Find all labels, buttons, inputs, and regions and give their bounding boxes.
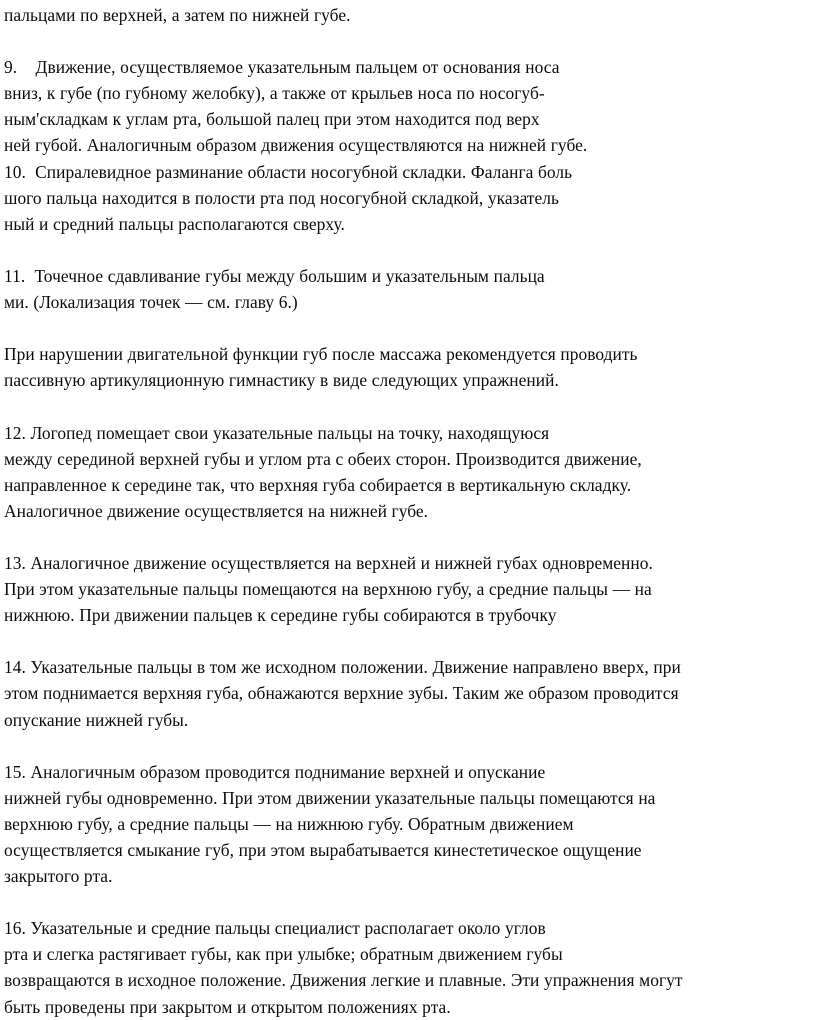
numbered-item-14: [4, 654, 816, 732]
text-line: 10. Спиралевидное разминание области носогубной складки. Фаланга боль: [4, 161, 573, 182]
text-line: пассивную артикуляционную гимнастику в виде следующих упражнений.: [4, 370, 559, 391]
text-line: шого пальца находится в полости рта под носогубной складкой, указатель: [4, 187, 560, 208]
text-line: 13. Аналогичное движение осуществляется на верхней и нижней губах одновременно.: [4, 552, 653, 573]
document-text-body: [4, 2, 816, 1020]
numbered-item-12: [4, 420, 816, 524]
text-line: 11. Точечное сдавливание губы между большим и указательным пальца: [4, 265, 545, 286]
text-line: 15. Аналогичным образом проводится поднимание верхней и опускание: [4, 761, 546, 782]
text-line: 9. Движение, осуществляемое указательным пальцем от основания носа: [4, 57, 560, 78]
text-line: 16. Указательные и средние пальцы специалист располагает около углов: [4, 918, 546, 939]
text-line: При этом указательные пальцы помещаются на верхнюю губу, а средние пальцы — на: [4, 579, 652, 600]
paragraph-continuation: [4, 2, 816, 28]
text-line: Аналогичное движение осуществляется на нижней губе.: [4, 500, 429, 521]
text-line: ней губой. Аналогичным образом движения осуществляются на нижней губе.: [4, 135, 588, 156]
text-line: 12. Логопед помещает свои указательные пальцы на точку, находящуюся: [4, 422, 550, 443]
numbered-item-11: [4, 263, 816, 315]
paragraph-note-passive-gymnastics: [4, 341, 816, 393]
text-line: верхнюю губу, а средние пальцы — на нижнюю губу. Обратным движением: [4, 813, 574, 834]
text-line: При нарушении двигательной функции губ после массажа рекомендуется проводить: [4, 344, 638, 365]
text-line: осуществляется смыкание губ, при этом вырабатывается кинестетическое ощущение: [4, 840, 642, 860]
text-line: закрытого рта.: [4, 866, 113, 887]
text-line: между серединой верхней губы и углом рта с обеих сторон. Производится движение,: [4, 448, 642, 469]
numbered-item-15: [4, 759, 816, 889]
text-line: рта и слегка растягивает губы, как при улыбке; обратным движением губы: [4, 944, 563, 965]
text-line: возвращаются в исходное положение. Движения легкие и плавные. Эти упражнения могут: [4, 970, 683, 991]
text-line: ми. (Локализация точек — см. главу 6.): [4, 292, 298, 313]
numbered-item-13: [4, 550, 816, 628]
text-line: нижнюю. При движении пальцев к середине губы собираются в трубочку: [4, 605, 557, 626]
text-line: пальцами по верхней, а затем по нижней губе.: [4, 5, 351, 25]
numbered-item-9: [4, 54, 816, 158]
text-line: направленное к середине так, что верхняя губа собирается в вертикальную складку.: [4, 474, 632, 495]
text-line: ным'складкам к углам рта, большой палец при этом находится под верх: [4, 109, 540, 130]
text-line: опускание нижней губы.: [4, 709, 189, 730]
text-line: быть проведены при закрытом и открытом положениях рта.: [4, 996, 451, 1017]
text-line: этом поднимается верхняя губа, обнажаются верхние зубы. Таким же образом проводится: [4, 683, 679, 704]
text-line: 14. Указательные пальцы в том же исходном положении. Движение направлено вверх, при: [4, 657, 681, 678]
numbered-item-16: [4, 915, 816, 1019]
text-line: вниз, к губе (по губному желобку), а также от крыльев носа по носогуб-: [4, 83, 545, 104]
text-line: ный и средний пальцы располагаются сверху.: [4, 213, 345, 234]
text-line: нижней губы одновременно. При этом движении указательные пальцы помещаются на: [4, 787, 656, 808]
numbered-item-10: [4, 159, 816, 237]
